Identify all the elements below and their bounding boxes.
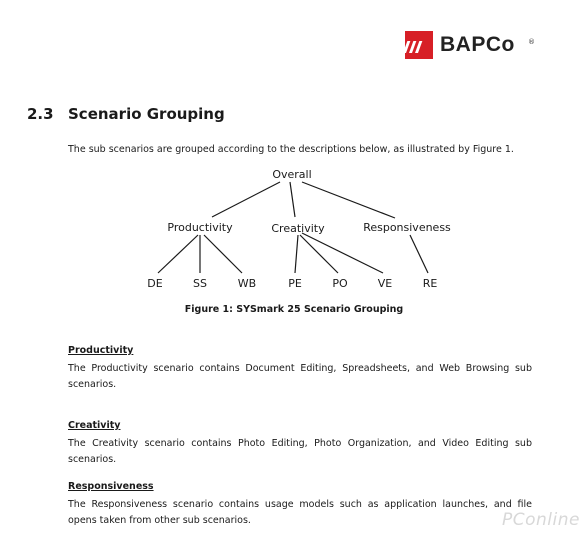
creativity-heading: Creativity bbox=[68, 420, 121, 431]
bapco-logo-text: BAPCo bbox=[440, 33, 515, 56]
leaf-re: RE bbox=[422, 277, 438, 290]
leaf-po: PO bbox=[332, 277, 348, 290]
responsiveness-heading: Responsiveness bbox=[68, 481, 154, 492]
leaf-ve: VE bbox=[377, 277, 393, 290]
edge-creativity-po bbox=[300, 235, 338, 273]
figure-caption: Figure 1: SYSmark 25 Scenario Grouping bbox=[184, 304, 404, 315]
creativity-paragraph: The Creativity scenario contains Photo Editing, Photo Organization, and Video Editing sub scenarios. bbox=[68, 438, 532, 465]
pconline-watermark: PConline bbox=[502, 510, 580, 530]
node-creativity: Creativity bbox=[271, 222, 325, 235]
leaf-wb: WB bbox=[237, 277, 257, 290]
intro-paragraph: The sub scenarios are grouped according to the descriptions below, as illustrated by Figure 1. bbox=[68, 144, 514, 155]
section-title: Scenario Grouping bbox=[68, 105, 225, 123]
productivity-paragraph: The Productivity scenario contains Document Editing, Spreadsheets, and Web Browsing sub scenarios. bbox=[68, 363, 532, 390]
node-responsiveness: Responsiveness bbox=[363, 221, 451, 234]
edge-creativity-pe bbox=[295, 235, 298, 273]
edge-responsiveness-re bbox=[410, 235, 428, 273]
edge-productivity-de bbox=[158, 235, 198, 273]
scenario-tree-diagram bbox=[130, 163, 470, 293]
edge-overall-productivity bbox=[212, 182, 280, 217]
node-overall: Overall bbox=[272, 168, 312, 181]
leaf-de: DE bbox=[147, 277, 163, 290]
edge-overall-responsiveness bbox=[302, 182, 395, 218]
section-number: 2.3 bbox=[27, 105, 54, 123]
productivity-heading: Productivity bbox=[68, 345, 134, 356]
registered-mark: ® bbox=[528, 38, 535, 46]
node-productivity: Productivity bbox=[167, 221, 233, 234]
leaf-pe: PE bbox=[288, 277, 302, 290]
leaf-ss: SS bbox=[193, 277, 207, 290]
bapco-logo-mark bbox=[405, 31, 433, 59]
responsiveness-paragraph: The Responsiveness scenario contains usage models such as application launches, and file opens taken from other sub scenarios. bbox=[68, 499, 532, 526]
edge-productivity-wb bbox=[204, 235, 242, 273]
edge-creativity-ve bbox=[302, 233, 383, 273]
edge-overall-creativity bbox=[290, 182, 295, 217]
